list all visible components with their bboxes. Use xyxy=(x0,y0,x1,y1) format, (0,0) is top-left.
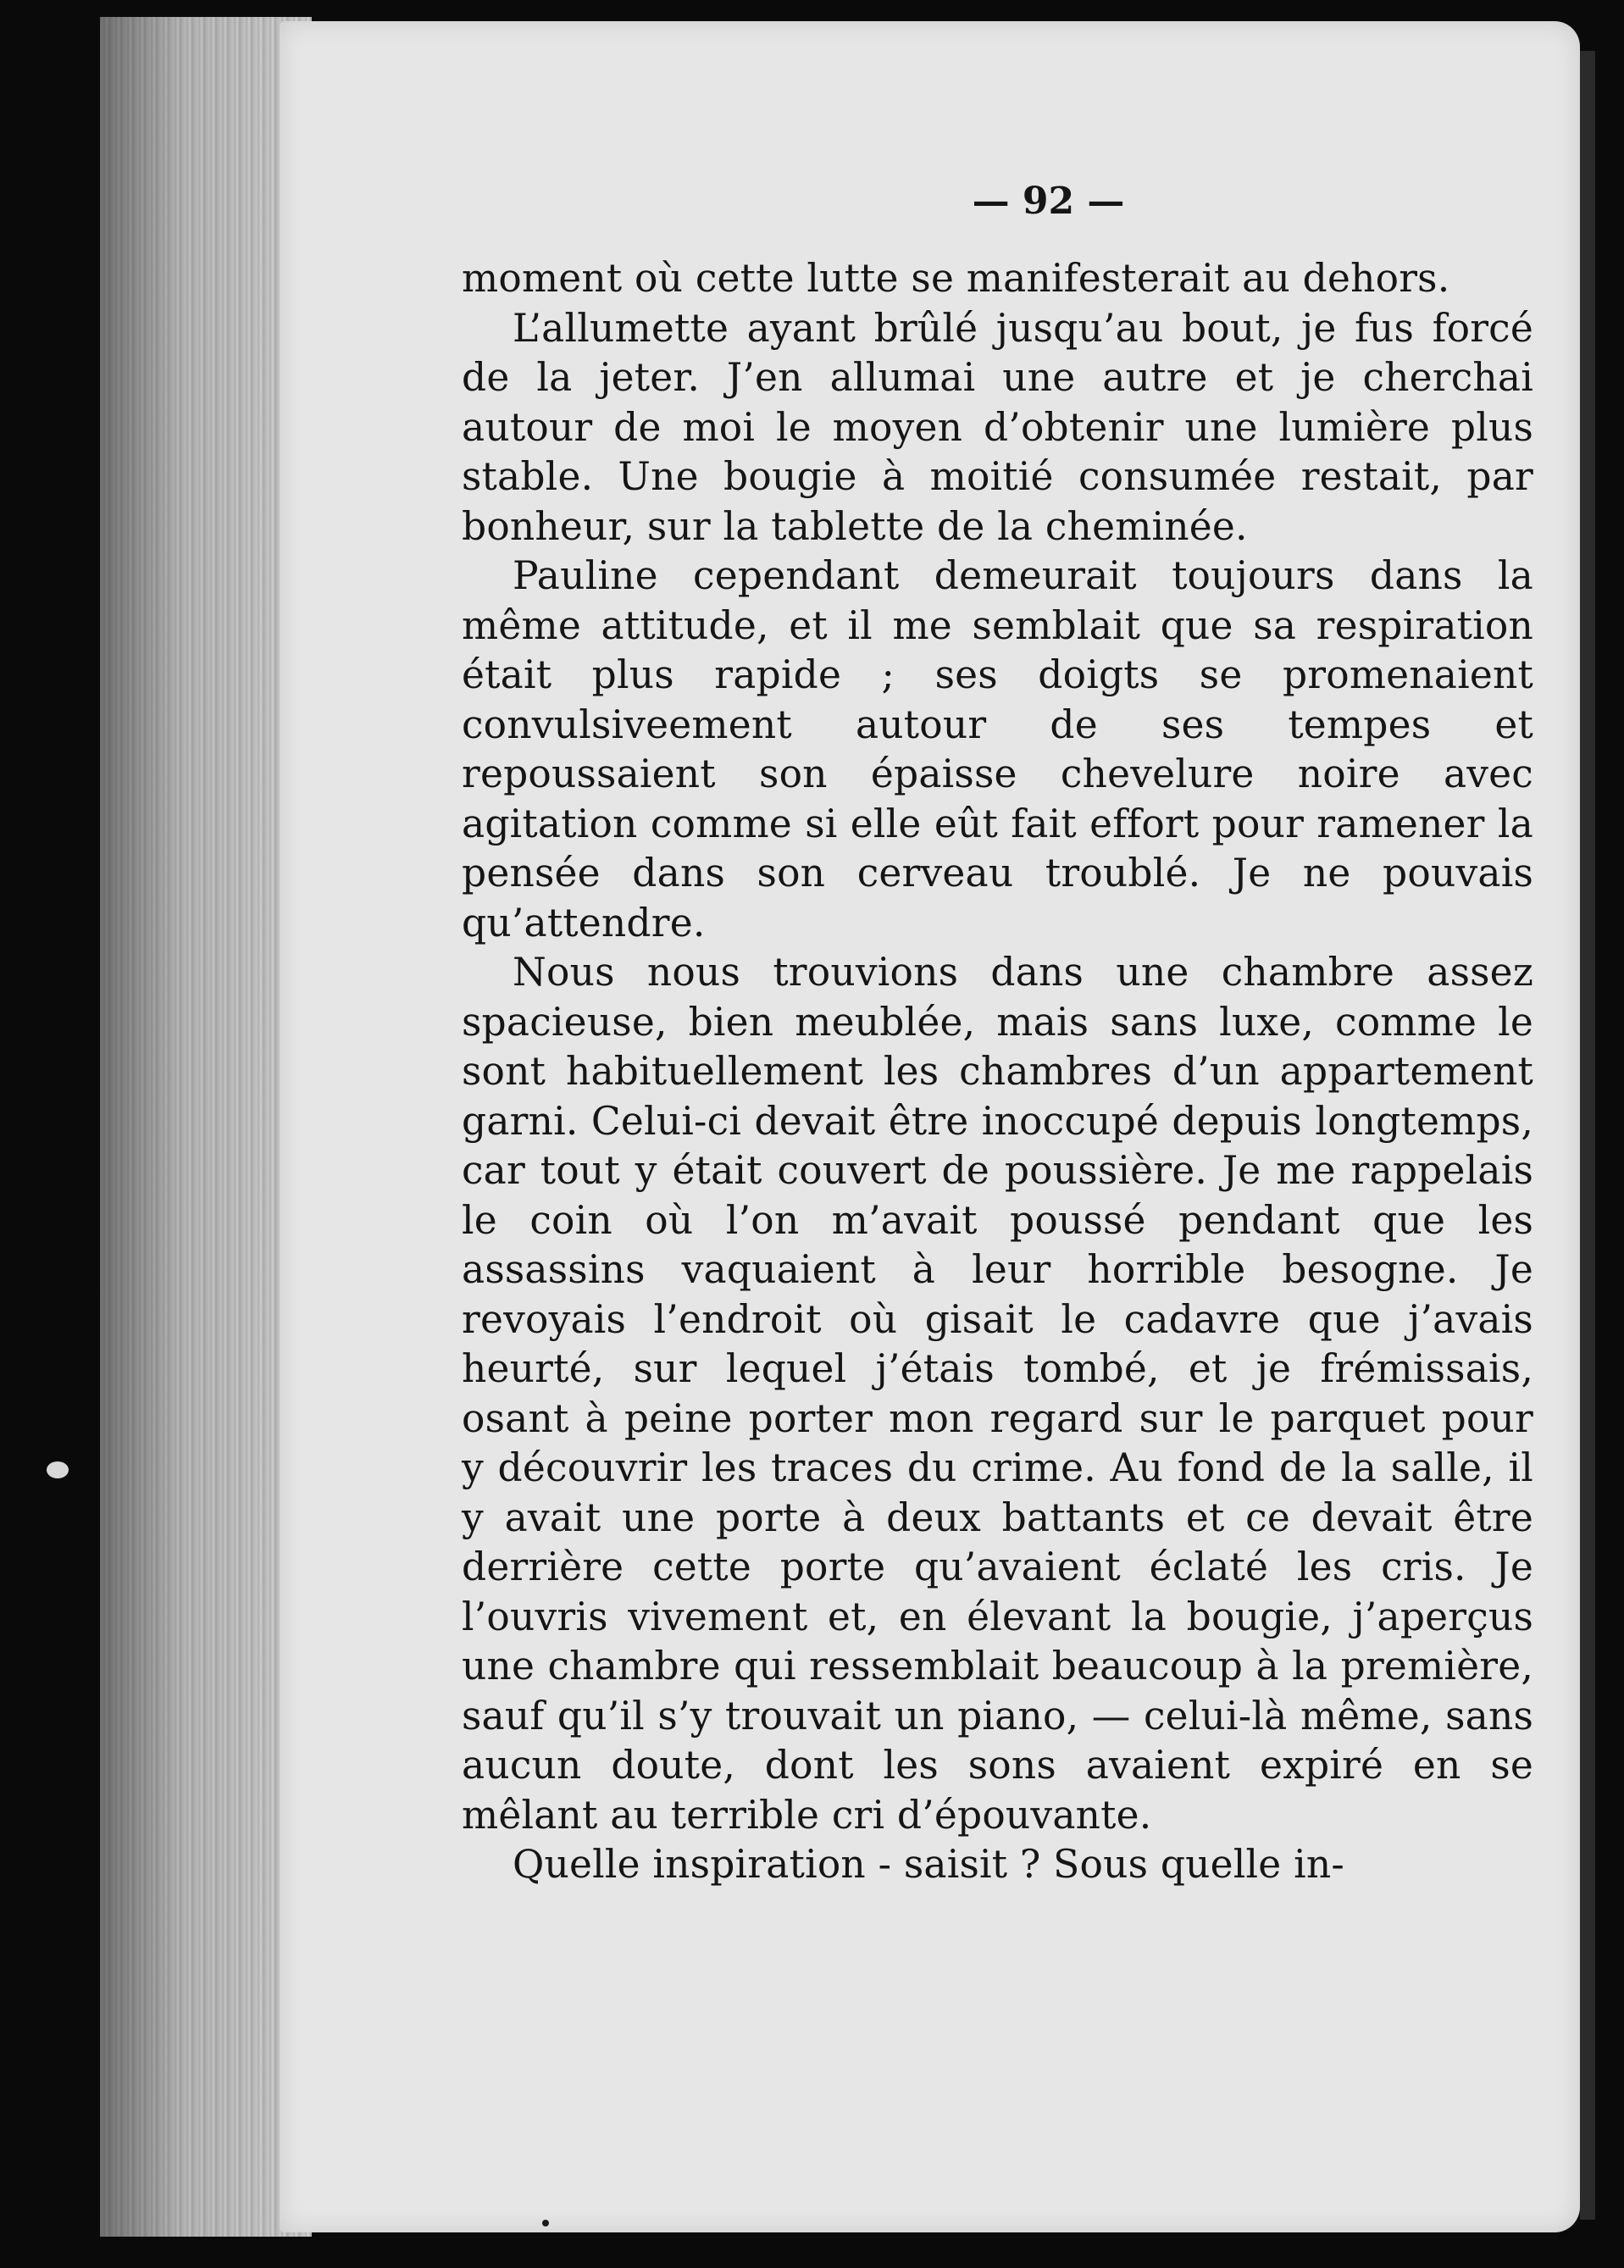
page-number: — 92 — xyxy=(972,180,1125,223)
body-text xyxy=(462,254,1533,1890)
scan-speck xyxy=(542,2220,549,2226)
paragraph: L’allumette ayant brûlé jusqu’au bout, je fus forcé de la jeter. J’en allumai une autre et je cherchai autour de moi le moyen d’obtenir une lumière plus stable. Une bougie à moitié consumée restait, par bonheur, sur la tablette de la cheminée. xyxy=(462,305,1533,549)
page-right-edge xyxy=(1580,51,1595,2220)
paragraph: Pauline cependant demeurait toujours dans la même attitude, et il me semblait que sa respiration était plus rapide ; ses doigts se promenaient convulsiveement autour de ses tempes et repoussaient son épaisse chevelure noire avec agitation comme si elle eût fait effort pour ramener la pensée dans son cerveau troublé. Je ne pouvais qu’attendre. xyxy=(462,553,1533,945)
scan-speck xyxy=(47,1461,69,1478)
paragraph: Nous nous trouvions dans une chambre assez spacieuse, bien meublée, mais sans luxe, comme le sont habituellement les chambres d’un appartement garni. Celui-ci devait être inoccupé depuis longtemps, car tout y était couvert de poussière. Je me rappelais le coin où l’on m’avait poussé pendant que les assassins vaquaient à leur horrible besogne. Je revoyais l’endroit où gisait le cadavre que j’avais heurté, sur lequel j’étais tombé, et je frémissais, osant à peine porter mon regard sur le parquet pour y découvrir les traces du crime. Au fond de la salle, il y avait une porte à deux battants et ce devait être derrière cette porte qu’avaient éclaté les cris. Je l’ouvris vivement et, en élevant la bougie, j’aperçus une chambre qui ressemblait beaucoup à la première, sauf qu’il s’y trouvait un piano, — celui-là même, sans aucun doute, dont les sons avaient expiré en se mêlant au terrible cri d’épouvante. xyxy=(462,950,1533,1838)
paragraph: Quelle inspiration - saisit ? Sous quelle in- xyxy=(513,1842,1344,1887)
paragraph: moment où cette lutte se manifesterait au dehors. xyxy=(462,256,1450,301)
